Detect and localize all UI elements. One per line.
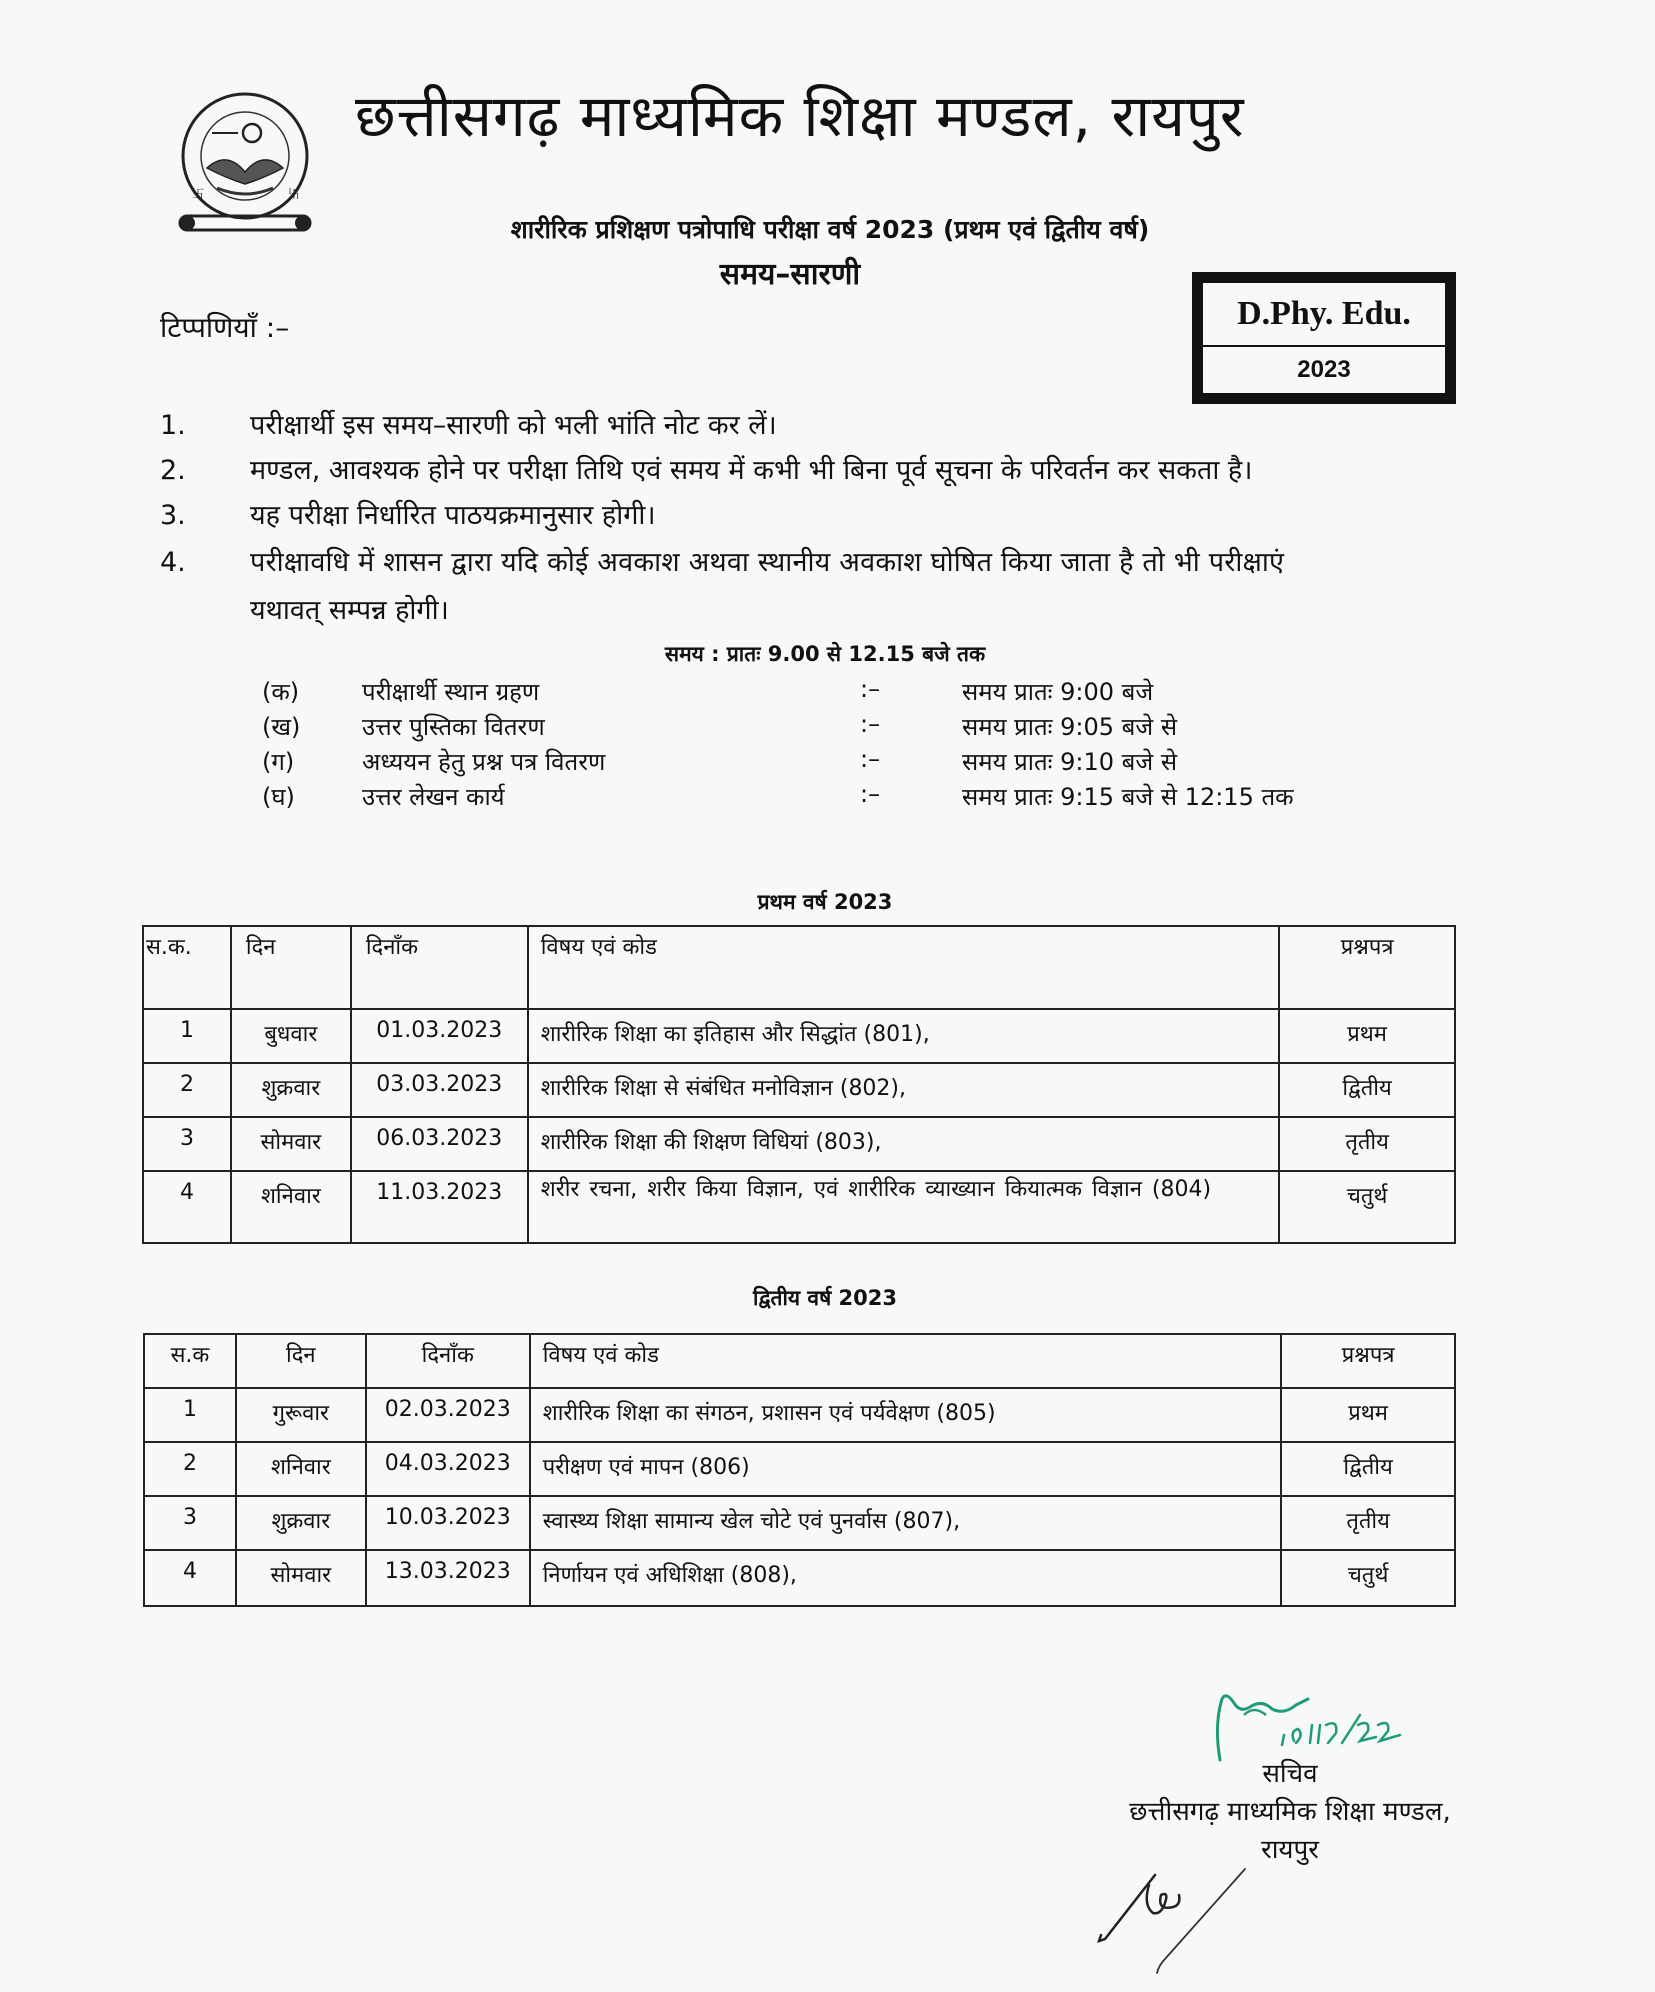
serial-cell: 4 — [143, 1171, 231, 1243]
step-text: परीक्षार्थी स्थान ग्रहण — [362, 678, 540, 706]
note-number: 3. — [160, 500, 186, 531]
serial-cell: 2 — [144, 1442, 236, 1496]
date-cell: 11.03.2023 — [351, 1171, 528, 1243]
table-header-row — [144, 1334, 1455, 1388]
note-number: 1. — [160, 410, 186, 441]
serial-cell: 2 — [143, 1063, 231, 1117]
paper-cell: द्वितीय — [1281, 1442, 1455, 1496]
note-number: 2. — [160, 455, 186, 486]
table-header-row — [143, 926, 1455, 1009]
course-year: 2023 — [1297, 356, 1351, 383]
signatory-org: छत्तीसगढ़ माध्यमिक शिक्षा मण्डल, — [1129, 1797, 1451, 1827]
step-text: उत्तर लेखन कार्य — [362, 783, 505, 811]
table-row — [144, 1496, 1455, 1550]
paper-cell: प्रथम — [1279, 1009, 1455, 1063]
step-text: उत्तर पुस्तिका वितरण — [362, 713, 545, 741]
timing-step — [262, 675, 1362, 709]
step-time: समय प्रातः 9:10 बजे से — [962, 748, 1178, 776]
subject-cell: परीक्षण एवं मापन (806) — [530, 1442, 1281, 1496]
note-item — [160, 542, 1284, 579]
board-seal-logo — [152, 88, 338, 236]
board-title: छत्तीसगढ़ माध्यमिक शिक्षा मण्डल, रायपुर — [355, 82, 1245, 150]
timing-step — [262, 745, 1362, 779]
date-cell: 02.03.2023 — [366, 1388, 530, 1442]
step-label: (ग) — [262, 748, 295, 776]
column-header: स.क — [144, 1334, 236, 1388]
step-time: समय प्रातः 9:15 बजे से 12:15 तक — [962, 783, 1294, 811]
subject-cell: स्वास्थ्य शिक्षा सामान्य खेल चोटे एवं पुनर्वास (807), — [530, 1496, 1281, 1550]
step-time: समय प्रातः 9:05 बजे से — [962, 713, 1178, 741]
handwritten-signature-black — [1095, 1855, 1275, 1975]
step-label: (घ) — [262, 783, 295, 811]
note-text: यह परीक्षा निर्धारित पाठयक्रमानुसार होगी। — [250, 500, 656, 531]
table-row — [143, 1063, 1455, 1117]
note-text: मण्डल, आवश्यक होने पर परीक्षा तिथि एवं समय में कभी भी बिना पूर्व सूचना के परिवर्तन कर सकता है। — [250, 455, 1253, 486]
step-separator: :– — [860, 745, 881, 773]
note-item — [160, 495, 656, 532]
column-header: स.क. — [143, 926, 231, 1009]
timing-step — [262, 780, 1362, 814]
day-cell: बुधवार — [231, 1009, 351, 1063]
serial-cell: 3 — [144, 1496, 236, 1550]
paper-cell: प्रथम — [1281, 1388, 1455, 1442]
day-cell: शनिवार — [231, 1171, 351, 1243]
paper-cell: द्वितीय — [1279, 1063, 1455, 1117]
second-year-heading: द्वितीय वर्ष 2023 — [753, 1286, 897, 1310]
first-year-heading: प्रथम वर्ष 2023 — [757, 890, 893, 914]
column-header: दिन — [231, 926, 351, 1009]
step-separator: :– — [860, 675, 881, 703]
note-continuation: यथावत् सम्पन्न होगी। — [250, 595, 449, 626]
svg-text:卐: 卐 — [288, 187, 301, 201]
column-header: दिन — [236, 1334, 366, 1388]
table-row — [144, 1388, 1455, 1442]
signatory-block — [1080, 1755, 1500, 1869]
timing-heading: समय : प्रातः 9.00 से 12.15 बजे तक — [664, 642, 986, 666]
date-cell: 10.03.2023 — [366, 1496, 530, 1550]
subject-cell: शारीरिक शिक्षा का इतिहास और सिद्धांत (801), — [528, 1009, 1279, 1063]
serial-cell: 3 — [143, 1117, 231, 1171]
column-header: दिनाँक — [351, 926, 528, 1009]
subject-cell: शारीरिक शिक्षा का संगठन, प्रशासन एवं पर्यवेक्षण (805) — [530, 1388, 1281, 1442]
step-label: (ख) — [262, 713, 301, 741]
day-cell: शनिवार — [236, 1442, 366, 1496]
date-cell: 13.03.2023 — [366, 1550, 530, 1606]
column-header: विषय एवं कोड — [530, 1334, 1281, 1388]
paper-cell: तृतीय — [1281, 1496, 1455, 1550]
schedule-heading: समय–सारणी — [719, 257, 861, 292]
column-header: प्रश्नपत्र — [1281, 1334, 1455, 1388]
signatory-city: रायपुर — [1261, 1835, 1319, 1865]
paper-cell: चतुर्थ — [1281, 1550, 1455, 1606]
table-row — [144, 1442, 1455, 1496]
step-separator: :– — [860, 710, 881, 738]
subject-cell: शरीर रचना, शरीर किया विज्ञान, एवं शारीरिक व्याख्यान कियात्मक विज्ञान (804) — [528, 1171, 1279, 1243]
serial-cell: 4 — [144, 1550, 236, 1606]
timing-step — [262, 710, 1362, 744]
subject-cell: शारीरिक शिक्षा से संबंधित मनोविज्ञान (802), — [528, 1063, 1279, 1117]
table-row — [143, 1171, 1455, 1243]
table-row — [144, 1550, 1455, 1606]
column-header: प्रश्नपत्र — [1279, 926, 1455, 1009]
date-cell: 01.03.2023 — [351, 1009, 528, 1063]
day-cell: सोमवार — [236, 1550, 366, 1606]
note-text: परीक्षावधि में शासन द्वारा यदि कोई अवकाश अथवा स्थानीय अवकाश घोषित किया जाता है तो भी परीक्षाएं — [250, 547, 1285, 578]
date-cell: 03.03.2023 — [351, 1063, 528, 1117]
subject-cell: निर्णायन एवं अधिशिक्षा (808), — [530, 1550, 1281, 1606]
note-text: परीक्षार्थी इस समय–सारणी को भली भांति नोट कर लें। — [250, 410, 777, 441]
signatory-designation: सचिव — [1262, 1759, 1318, 1789]
svg-text:卐: 卐 — [192, 187, 205, 201]
day-cell: शुक्रवार — [236, 1496, 366, 1550]
column-header: दिनाँक — [366, 1334, 530, 1388]
table-row — [143, 1009, 1455, 1063]
paper-cell: चतुर्थ — [1279, 1171, 1455, 1243]
date-cell: 06.03.2023 — [351, 1117, 528, 1171]
step-text: अध्ययन हेतु प्रश्न पत्र वितरण — [362, 748, 606, 776]
second-year-table — [143, 1333, 1456, 1607]
notes-label: टिप्पणियाँ :– — [160, 311, 290, 344]
serial-cell: 1 — [144, 1388, 236, 1442]
handwritten-signature-green — [1200, 1685, 1430, 1765]
subject-cell: शारीरिक शिक्षा की शिक्षण विधियां (803), — [528, 1117, 1279, 1171]
step-time: समय प्रातः 9:00 बजे — [962, 678, 1154, 706]
day-cell: शुक्रवार — [231, 1063, 351, 1117]
note-item — [160, 450, 1252, 487]
paper-cell: तृतीय — [1279, 1117, 1455, 1171]
course-name: D.Phy. Edu. — [1203, 283, 1445, 347]
column-header: विषय एवं कोड — [528, 926, 1279, 1009]
step-label: (क) — [262, 678, 300, 706]
day-cell: गुरूवार — [236, 1388, 366, 1442]
table-row — [143, 1117, 1455, 1171]
step-separator: :– — [860, 780, 881, 808]
course-box — [1192, 272, 1456, 404]
serial-cell: 1 — [143, 1009, 231, 1063]
date-cell: 04.03.2023 — [366, 1442, 530, 1496]
exam-title: शारीरिक प्रशिक्षण पत्रोपाधि परीक्षा वर्ष 2023 (प्रथम एवं द्वितीय वर्ष) — [510, 215, 1150, 244]
note-number: 4. — [160, 547, 186, 578]
day-cell: सोमवार — [231, 1117, 351, 1171]
first-year-table — [142, 925, 1456, 1244]
note-item — [160, 405, 777, 442]
